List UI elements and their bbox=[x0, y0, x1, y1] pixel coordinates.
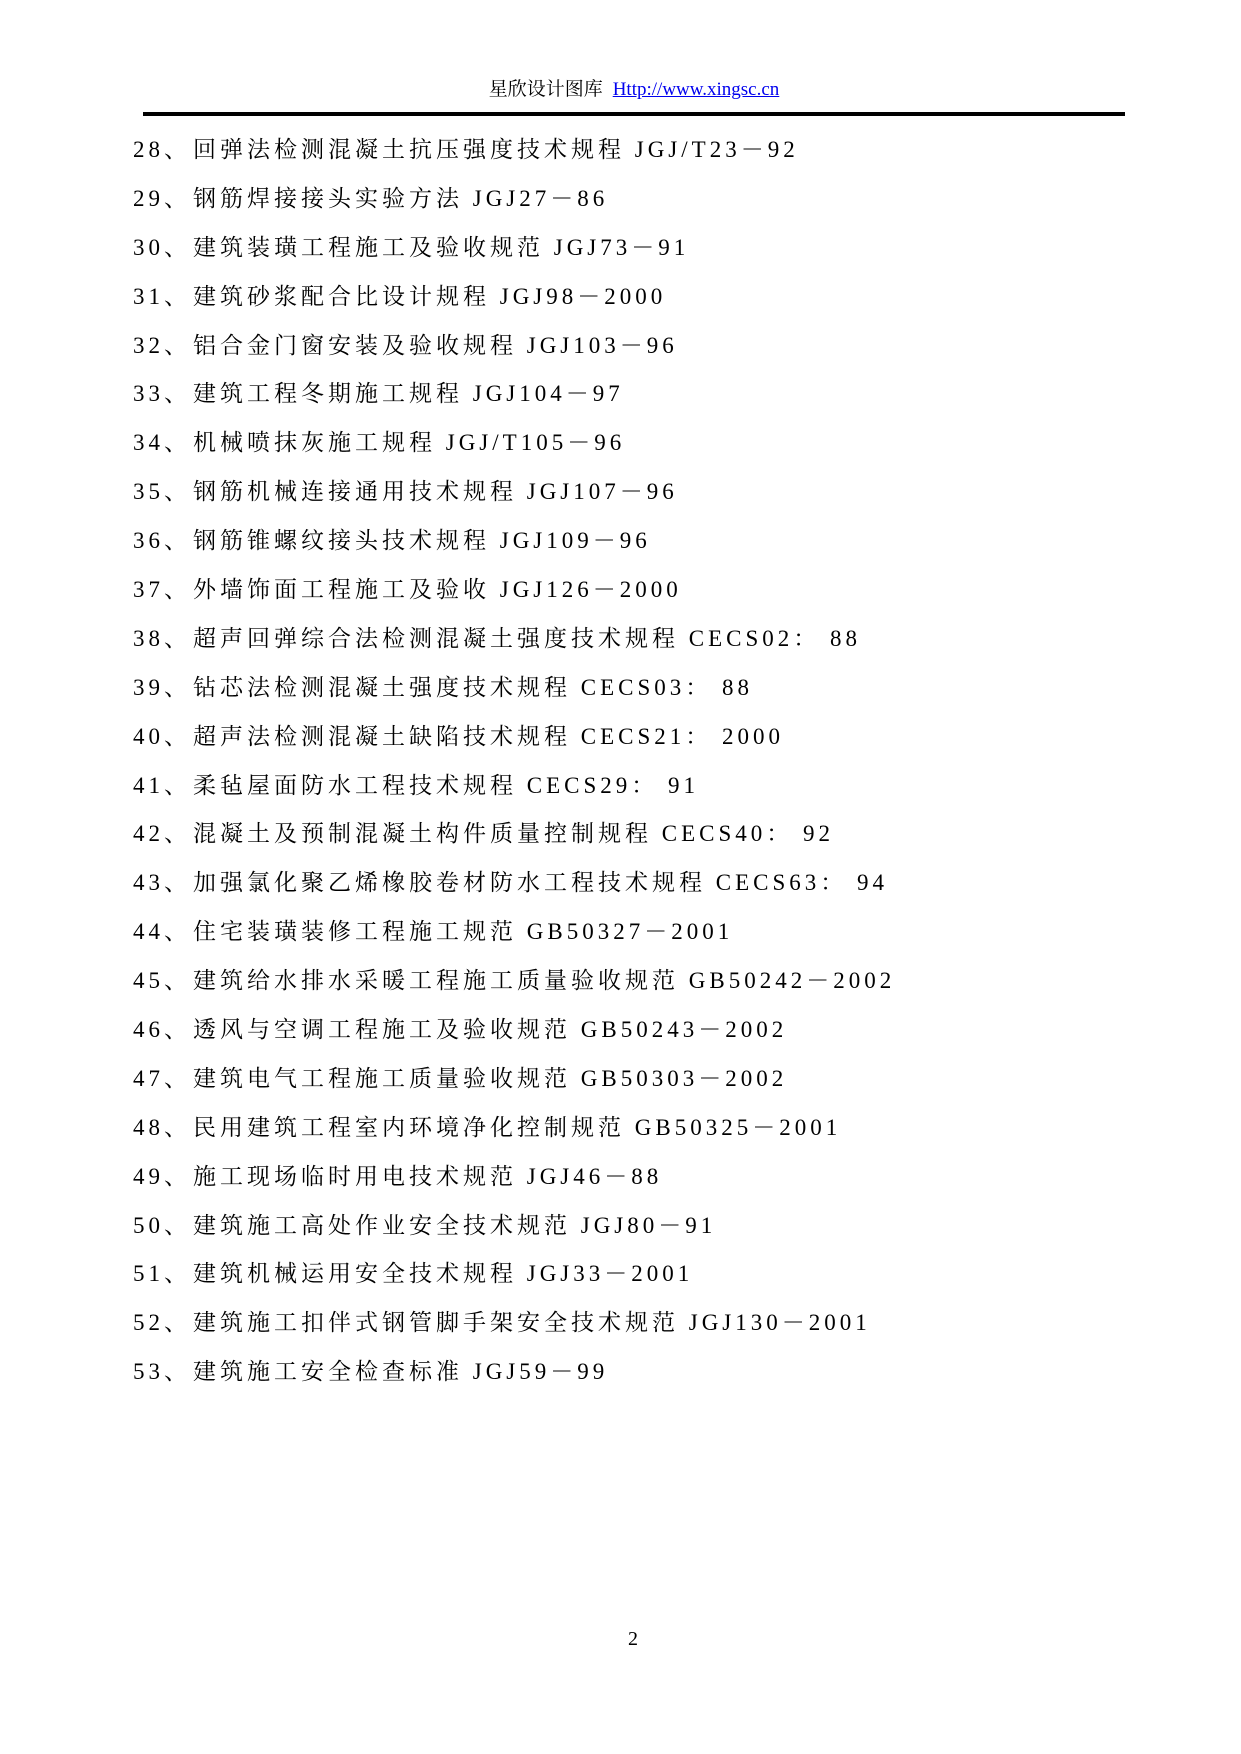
list-item-text: 住宅装璜装修工程施工规范 GB50327－2001 bbox=[193, 919, 734, 945]
list-item-number: 32、 bbox=[133, 332, 191, 358]
list-item-text: 混凝土及预制混凝土构件质量控制规程 CECS40： 92 bbox=[193, 821, 835, 847]
list-item-number: 42、 bbox=[133, 821, 191, 847]
list-item bbox=[133, 1150, 1183, 1199]
list-item bbox=[133, 1052, 1183, 1101]
list-item bbox=[133, 1101, 1183, 1150]
list-item-number: 43、 bbox=[133, 870, 191, 896]
list-item-number: 31、 bbox=[133, 283, 191, 309]
list-item bbox=[133, 1247, 1183, 1296]
list-item-number: 44、 bbox=[133, 919, 191, 945]
list-item bbox=[133, 563, 1183, 612]
list-item-text: 铝合金门窗安装及验收规程 JGJ103－96 bbox=[193, 332, 678, 358]
list-item-number: 41、 bbox=[133, 772, 191, 798]
list-item bbox=[133, 905, 1183, 954]
list-item-text: 柔毡屋面防水工程技术规程 CECS29： 91 bbox=[193, 772, 700, 798]
list-item-text: 机械喷抹灰施工规程 JGJ/T105－96 bbox=[193, 430, 626, 456]
standards-list bbox=[133, 123, 1183, 1394]
list-item-text: 钻芯法检测混凝土强度技术规程 CECS03： 88 bbox=[193, 674, 754, 700]
list-item-text: 建筑砂浆配合比设计规程 JGJ98－2000 bbox=[193, 283, 667, 309]
header-site-name: 星欣设计图库 bbox=[488, 79, 603, 100]
list-item-number: 39、 bbox=[133, 674, 191, 700]
list-item-text: 建筑工程冬期施工规程 JGJ104－97 bbox=[193, 381, 624, 407]
list-item bbox=[133, 514, 1183, 563]
list-item-number: 53、 bbox=[133, 1359, 191, 1385]
page-header bbox=[0, 74, 1241, 101]
list-item bbox=[133, 661, 1183, 710]
list-item-text: 超声回弹综合法检测混凝土强度技术规程 CECS02： 88 bbox=[193, 625, 862, 651]
list-item-number: 28、 bbox=[133, 136, 191, 162]
list-item-number: 33、 bbox=[133, 381, 191, 407]
list-item bbox=[133, 1199, 1183, 1248]
list-item-text: 建筑装璜工程施工及验收规范 JGJ73－91 bbox=[193, 234, 690, 260]
header-divider-line bbox=[143, 112, 1125, 116]
list-item bbox=[133, 172, 1183, 221]
list-item-number: 36、 bbox=[133, 528, 191, 554]
list-item bbox=[133, 270, 1183, 319]
list-item-number: 40、 bbox=[133, 723, 191, 749]
list-item-number: 49、 bbox=[133, 1163, 191, 1189]
list-item-number: 46、 bbox=[133, 1016, 191, 1042]
list-item-number: 38、 bbox=[133, 625, 191, 651]
list-item-text: 外墙饰面工程施工及验收 JGJ126－2000 bbox=[193, 576, 682, 602]
list-item bbox=[133, 123, 1183, 172]
list-item-number: 30、 bbox=[133, 234, 191, 260]
list-item bbox=[133, 954, 1183, 1003]
page-number: 2 bbox=[628, 1628, 638, 1650]
list-item-number: 52、 bbox=[133, 1310, 191, 1336]
list-item-number: 47、 bbox=[133, 1065, 191, 1091]
list-item-text: 建筑施工扣伴式钢管脚手架安全技术规范 JGJ130－2001 bbox=[193, 1310, 871, 1336]
list-item bbox=[133, 1003, 1183, 1052]
list-item-text: 钢筋锥螺纹接头技术规程 JGJ109－96 bbox=[193, 528, 651, 554]
list-item bbox=[133, 221, 1183, 270]
list-item-text: 钢筋焊接接头实验方法 JGJ27－86 bbox=[193, 185, 609, 211]
list-item-text: 建筑施工安全检查标准 JGJ59－99 bbox=[193, 1359, 609, 1385]
list-item-text: 回弹法检测混凝土抗压强度技术规程 JGJ/T23－92 bbox=[193, 136, 799, 162]
list-item-text: 钢筋机械连接通用技术规程 JGJ107－96 bbox=[193, 479, 678, 505]
list-item bbox=[133, 807, 1183, 856]
list-item-text: 建筑给水排水采暖工程施工质量验收规范 GB50242－2002 bbox=[193, 968, 896, 994]
list-item-number: 48、 bbox=[133, 1114, 191, 1140]
list-item bbox=[133, 367, 1183, 416]
list-item-number: 37、 bbox=[133, 576, 191, 602]
list-item bbox=[133, 416, 1183, 465]
list-item-number: 51、 bbox=[133, 1261, 191, 1287]
list-item-number: 50、 bbox=[133, 1212, 191, 1238]
list-item-number: 45、 bbox=[133, 968, 191, 994]
list-item-text: 加强氯化聚乙烯橡胶卷材防水工程技术规程 CECS63： 94 bbox=[193, 870, 889, 896]
header-site-link[interactable]: Http://www.xingsc.cn bbox=[612, 79, 780, 100]
list-item-number: 34、 bbox=[133, 430, 191, 456]
list-item bbox=[133, 1296, 1183, 1345]
list-item-text: 建筑施工高处作业安全技术规范 JGJ80－91 bbox=[193, 1212, 717, 1238]
list-item bbox=[133, 759, 1183, 808]
list-item bbox=[133, 710, 1183, 759]
list-item-text: 透风与空调工程施工及验收规范 GB50243－2002 bbox=[193, 1016, 788, 1042]
list-item bbox=[133, 319, 1183, 368]
list-item-number: 35、 bbox=[133, 479, 191, 505]
list-item-text: 民用建筑工程室内环境净化控制规范 GB50325－2001 bbox=[193, 1114, 842, 1140]
list-item-text: 建筑电气工程施工质量验收规范 GB50303－2002 bbox=[193, 1065, 788, 1091]
list-item bbox=[133, 856, 1183, 905]
list-item-text: 建筑机械运用安全技术规程 JGJ33－2001 bbox=[193, 1261, 694, 1287]
list-item bbox=[133, 1345, 1183, 1394]
list-item-text: 超声法检测混凝土缺陷技术规程 CECS21： 2000 bbox=[193, 723, 785, 749]
list-item bbox=[133, 612, 1183, 661]
list-item-number: 29、 bbox=[133, 185, 191, 211]
list-item-text: 施工现场临时用电技术规范 JGJ46－88 bbox=[193, 1163, 663, 1189]
list-item bbox=[133, 465, 1183, 514]
